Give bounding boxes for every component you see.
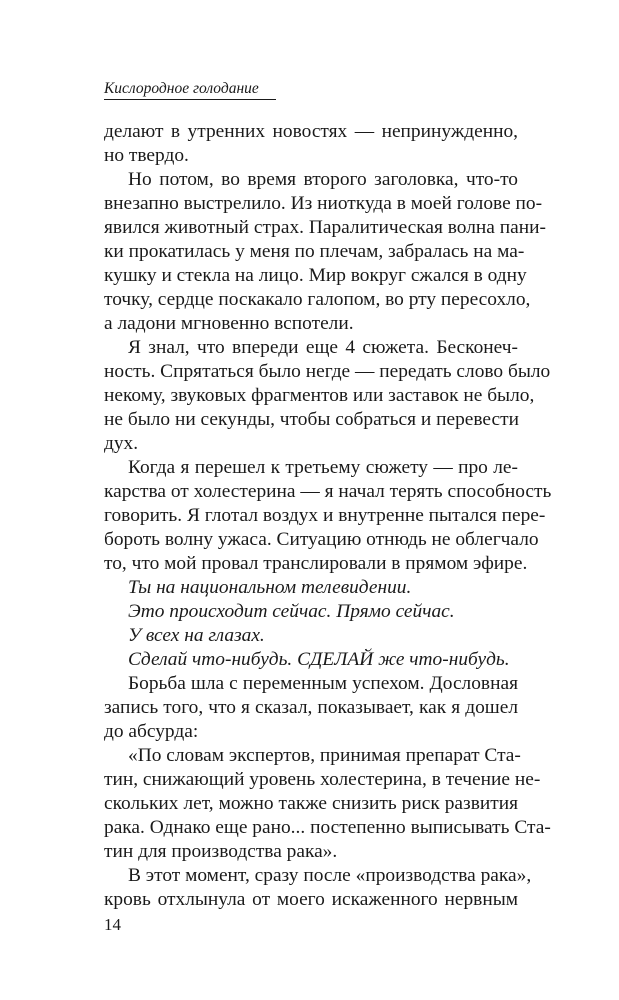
text-line: внезапно выстрелило. Из ниоткуда в моей голове по- (104, 193, 543, 214)
page-number: 14 (104, 915, 121, 934)
text-line: ность. Спрятаться было негде — передать слово было (104, 361, 551, 382)
italic-thought-line: Это происходит сейчас. Прямо сейчас. (128, 601, 455, 622)
paragraph-first-line: Но потом, во время второго заголовка, что-то (128, 169, 518, 190)
quote-first-line: «По словам экспертов, принимая препарат Ста- (128, 745, 521, 766)
text-line: кушку и стекла на лицо. Мир вокруг сжался в одну (104, 265, 527, 286)
quote-line: скольких лет, можно также снизить риск развития (104, 793, 518, 814)
paragraph-first-line: Я знал, что впереди еще 4 сюжета. Бесконеч- (128, 337, 518, 358)
italic-thought-line: Сделай что-нибудь. СДЕЛАЙ же что-нибудь. (128, 649, 510, 670)
italic-thought-line: Ты на национальном телевидении. (128, 577, 412, 598)
text-line: а ладони мгновенно вспотели. (104, 313, 354, 334)
text-line: кровь отхлынула от моего искаженного нервным (104, 889, 518, 910)
running-head: Кислородное голодание (104, 80, 276, 100)
paragraph-first-line: В этот момент, сразу после «производства рака», (128, 865, 532, 886)
text-line: ки прокатилась у меня по плечам, забралась на ма- (104, 241, 525, 262)
text-line: запись того, что я сказал, показывает, как я дошел (104, 697, 518, 718)
quote-line: тин, снижающий уровень холестерина, в течение не- (104, 769, 541, 790)
italic-thought-line: У всех на глазах. (128, 625, 265, 646)
text-line: то, что мой провал транслировали в прямом эфире. (104, 553, 528, 574)
text-line: говорить. Я глотал воздух и внутренне пытался пере- (104, 505, 546, 526)
quote-line: тин для производства рака». (104, 841, 338, 862)
quote-line: рака. Однако еще рано... постепенно выписывать Ста- (104, 817, 551, 838)
text-body (104, 120, 552, 912)
text-line: но твердо. (104, 145, 189, 166)
paragraph-first-line: Когда я перешел к третьему сюжету — про ле- (128, 457, 518, 478)
text-line: до абсурда: (104, 721, 199, 742)
text-line: делают в утренних новостях — непринужденно, (104, 121, 518, 142)
text-line: точку, сердце поскакало галопом, во рту пересохло, (104, 289, 531, 310)
text-line: не было ни секунды, чтобы собраться и перевести (104, 409, 519, 430)
text-line: бороть волну ужаса. Ситуацию отнюдь не облегчало (104, 529, 539, 550)
text-line: дух. (104, 433, 139, 454)
text-line: некому, звуковых фрагментов или заставок не было, (104, 385, 535, 406)
text-line: карства от холестерина — я начал терять способность (104, 481, 552, 502)
paragraph-first-line: Борьба шла с переменным успехом. Дословная (128, 673, 518, 694)
text-line: явился животный страх. Паралитическая волна пани- (104, 217, 546, 238)
